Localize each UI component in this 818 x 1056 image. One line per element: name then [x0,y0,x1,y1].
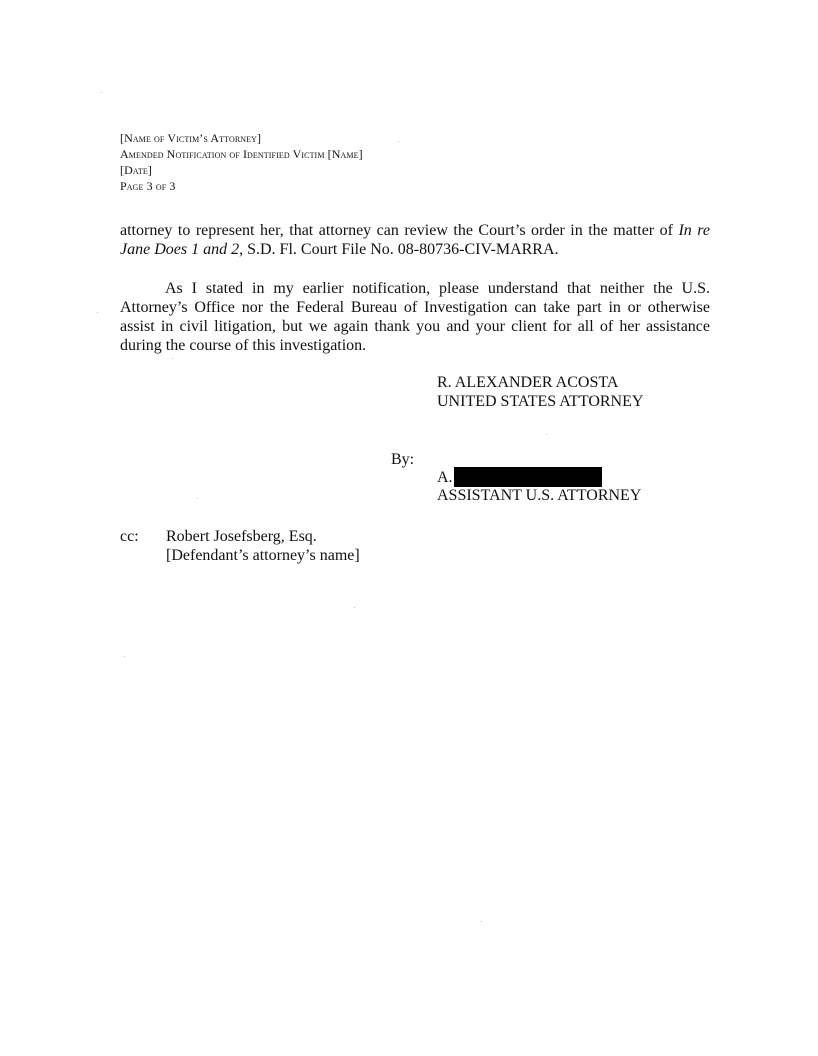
letter-header [120,130,363,194]
header-attorney-line: [Name of Victim’s Attorney] [120,131,262,145]
scan-speck [354,607,355,608]
paragraph-court-order-text-b: , S.D. Fl. Court File No. 08-80736-CIV-MARRA. [239,241,559,258]
scan-speck [481,921,482,922]
scan-speck [97,312,98,313]
header-notification-line: Amended Notification of Identified Victim [Name] [120,147,363,161]
assistant-initial: A. [437,468,453,486]
redaction-bar [454,467,602,487]
cc-recipient: Robert Josefsberg, Esq. [166,528,317,545]
case-name-italic: In re Jane Does 1 and 2 [120,222,711,258]
assistant-title: ASSISTANT U.S. ATTORNEY [437,487,642,504]
header-page-line: Page 3 of 3 [120,179,176,193]
paragraph-civil-litigation: As I stated in my earlier notification, please understand that neither the U.S. Attorney’s Office nor the Federal Bureau of Investigation can take part in or otherwise assist in civil litigation, but we again thank you and your client for all of her assistance during the course of this investigation. [120,280,710,354]
scan-speck [197,498,198,499]
signatory-title: UNITED STATES ATTORNEY [437,393,644,410]
paragraph-court-order [120,221,710,259]
scan-speck [398,141,399,142]
scan-speck [172,358,173,359]
scan-speck [124,656,125,657]
assistant-signature-line [437,467,602,487]
cc-recipient-list [166,527,360,565]
cc-recipient: [Defendant’s attorney’s name] [166,547,360,564]
scan-speck [101,92,102,93]
scan-speck [546,434,547,435]
by-label: By: [391,451,415,468]
signatory-name: R. ALEXANDER ACOSTA [437,374,619,391]
paragraph-court-order-text-a: attorney to represent her, that attorney can review the Court’s order in the matter of [120,222,679,239]
cc-label: cc: [120,528,139,545]
header-date-line: [Date] [120,163,152,177]
